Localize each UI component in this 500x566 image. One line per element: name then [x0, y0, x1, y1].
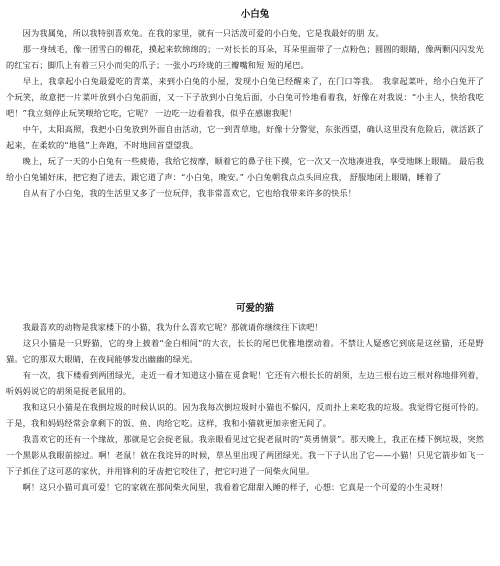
paragraph: 中午，太阳高照，我把小白兔放到外面自由活动，它一到青草地，好像十分警觉，东张西望，确认这里没有危险后，就活跃了起来，在柔软的“地毯”上奔跑，不时地回首望望我。: [6, 124, 484, 150]
paragraph: 晚上，玩了一天的小白兔有一些疲倦，我给它按摩，顺着它的鼻子往下摸，它一次又一次地凑进我，享受地眯上眼睛。 最后我给小白兔铺好床，把它抱了进去，跟它道了声：“小白兔，晚安。” 小白兔朝我点点头回应我， 舒服地闭上眼睛，睡着了: [6, 156, 484, 182]
essay-rabbit: [0, 8, 500, 201]
paragraph: 我喜欢它的还有一个缘故，那就是它会捉老鼠。我亲眼看见过它捉老鼠时的“英勇情景”。那天晚上，我正在楼下倒垃圾，突然一个黑影从我眼前掠过。啊！老鼠！就在我诧异的时候，草丛里出现了两团绿光。我一下子认出了它——小猫！只见它箭步如飞一下子抓住了这可恶的家伙，并用锋利的牙齿把它咬住了，把它叼进了一间柴火间里。: [6, 434, 484, 476]
essay-cat: [0, 302, 500, 495]
essay-title: 小白兔: [240, 9, 270, 20]
paragraph: 啊！这只小猫可真可爱！它的家就在那间柴火间里，我看着它甜甜入睡的样子，心想：它真是一个可爱的小生灵呀！: [6, 482, 448, 492]
paragraph: 我最喜欢的动物是我家楼下的小猫，我为什么喜欢它呢？那就请你继续往下读吧！: [6, 322, 323, 332]
paragraph: 我和这只小猫是在我倒垃圾的时候认识的。因为我每次倒垃圾时小猫也不躲闪，反而扑上来吃我的垃圾。我觉得它挺可怜的。于是，我和妈妈经常会拿剩下的饭、鱼、肉给它吃。这样，我和小猫就更加亲密无间了。: [6, 402, 484, 428]
paragraph: 这只小猫是一只野猫，它的身上披着“金白相间”的大衣，长长的尾巴优雅地摆动着。不禁让人疑惑它到底是这丝猫，还是野猫。它的那双大眼睛，在夜间能够发出幽幽的绿光。: [6, 338, 484, 364]
paragraph: 早上，我拿起小白兔最爱吃的青菜，来到小白兔的小屋，发现小白兔已经醒来了，在门口等我。 我拿起菜叶，给小白兔开了个玩笑，故意把一片菜叶放到小白兔前面，又一下子放到小白兔后面，小白兔可怜地看着我，好像在对我说：“小主人，快给我吃吧！”我立刻停止玩笑喂给它吃，它呢？ 一边吃一边看着我，似乎在感谢我呢！: [6, 76, 484, 118]
paragraph: 因为我属兔，所以我特别喜欢兔。在我的家里，就有一只活泼可爱的小白兔，它是我最好的朋 友。: [6, 28, 384, 38]
paragraph: 有一次，我下楼看到两团绿光，走近一看才知道这小猫在觅食呢！它还有六根长长的胡须，左边三根右边三根对称地排列着，听妈妈说它的胡须是捉老鼠用的。: [6, 370, 484, 396]
essay-title: 可爱的猫: [235, 303, 274, 314]
paragraph: 那一身绒毛，像一团雪白的棉花，摸起来软绵绵的；一对长长的耳朵，耳朵里面带了一点粉色；圆圆的眼睛，像两颗闪闪发光的红宝石；脚爪上有着三只小而尖的爪子；一张小巧玲珑的三瓣嘴和短 短的尾巴。: [6, 44, 484, 70]
paragraph: 自从有了小白兔，我的生活里又多了一位玩伴，我非常喜欢它，它也给我带来许多的快乐！: [6, 188, 357, 198]
